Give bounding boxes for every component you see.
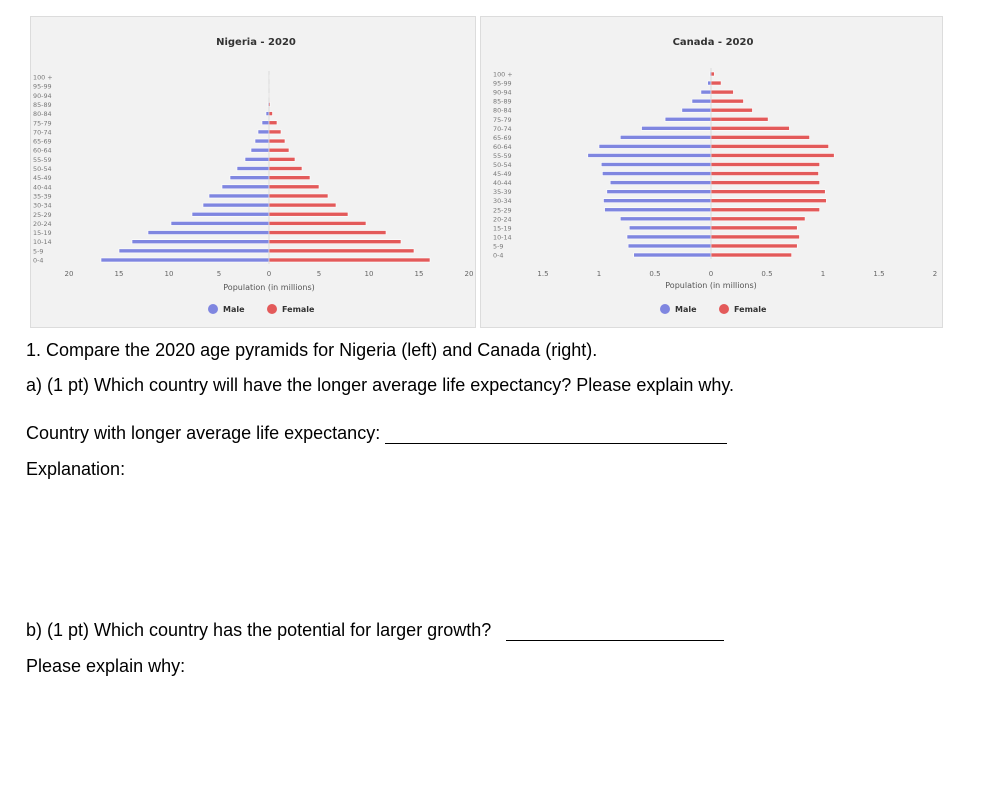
nigeria-x-tick-label: 10 <box>364 270 374 278</box>
canada-female-bar <box>711 117 768 121</box>
canada-female-bar <box>711 108 752 112</box>
canada-female-bar <box>711 81 721 85</box>
nigeria-female-bar <box>269 176 310 180</box>
canada-age-label: 10-14 <box>493 233 512 242</box>
canada-female-bar <box>711 217 805 221</box>
nigeria-age-label: 100 + <box>33 73 53 82</box>
nigeria-age-label: 75-79 <box>33 119 52 128</box>
canada-male-bar <box>605 208 711 212</box>
growth-answer-line[interactable] <box>506 622 724 641</box>
nigeria-male-bar <box>209 194 269 198</box>
canada-age-label: 5-9 <box>493 242 504 251</box>
canada-pyramid-chart <box>480 16 943 328</box>
nigeria-age-label: 5-9 <box>33 247 44 256</box>
question-b: b) (1 pt) Which country has the potential for larger growth? <box>26 620 492 640</box>
nigeria-x-tick-label: 5 <box>216 270 222 278</box>
canada-x-tick-label: 2 <box>932 270 938 278</box>
nigeria-age-label: 95-99 <box>33 82 52 91</box>
canada-female-bar <box>711 144 829 148</box>
nigeria-x-tick-label: 20 <box>464 270 474 278</box>
canada-male-bar <box>665 117 711 121</box>
nigeria-male-bar <box>148 231 269 235</box>
canada-male-bar <box>588 153 711 157</box>
canada-male-bar <box>701 90 711 94</box>
canada-legend-male-marker <box>660 304 670 314</box>
nigeria-chart-svg <box>31 17 477 329</box>
nigeria-male-bar <box>245 157 269 161</box>
nigeria-male-bar <box>222 185 269 189</box>
nigeria-female-bar <box>269 194 328 198</box>
nigeria-age-label: 90-94 <box>33 91 52 100</box>
canada-male-bar <box>620 135 711 139</box>
canada-age-label: 40-44 <box>493 179 512 188</box>
canada-x-axis-label: Population (in millions) <box>665 281 757 290</box>
explanation-label: Explanation: <box>26 459 126 479</box>
canada-x-tick-label: 1 <box>596 270 602 278</box>
canada-female-bar <box>711 172 819 176</box>
canada-female-bar <box>711 190 825 194</box>
canada-x-tick-label: 1.5 <box>537 270 549 278</box>
canada-x-tick-label: 1 <box>820 270 826 278</box>
nigeria-male-bar <box>237 167 269 171</box>
canada-x-tick-label: 0.5 <box>649 270 661 278</box>
canada-age-label: 70-74 <box>493 124 512 133</box>
nigeria-female-bar <box>269 249 414 253</box>
canada-female-bar <box>711 163 820 167</box>
canada-female-bar <box>711 135 810 139</box>
canada-x-tick-label: 0 <box>708 270 714 278</box>
canada-male-bar <box>607 190 711 194</box>
nigeria-x-axis-label: Population (in millions) <box>223 283 315 292</box>
nigeria-age-label: 25-29 <box>33 210 52 219</box>
nigeria-male-bar <box>192 212 269 216</box>
canada-male-bar <box>601 163 711 167</box>
nigeria-male-bar <box>262 121 269 125</box>
canada-age-label: 15-19 <box>493 224 512 233</box>
canada-chart-title: Canada - 2020 <box>672 37 754 48</box>
canada-x-tick-label: 0.5 <box>761 270 773 278</box>
question-1-intro: 1. Compare the 2020 age pyramids for Nigeria (left) and Canada (right). <box>26 340 598 360</box>
canada-age-label: 20-24 <box>493 215 512 224</box>
nigeria-legend-male-marker <box>208 304 218 314</box>
nigeria-legend-male-label: Male <box>223 305 245 314</box>
nigeria-female-bar <box>269 240 401 244</box>
canada-age-label: 95-99 <box>493 79 512 88</box>
canada-age-label: 35-39 <box>493 188 512 197</box>
canada-male-bar <box>629 226 711 230</box>
canada-female-bar <box>711 181 820 185</box>
canada-male-bar <box>627 235 711 239</box>
nigeria-female-bar <box>269 212 348 216</box>
canada-male-bar <box>692 99 711 103</box>
canada-male-bar <box>628 244 711 248</box>
nigeria-male-bar <box>266 112 269 116</box>
canada-female-bar <box>711 99 743 103</box>
nigeria-male-bar <box>255 139 269 143</box>
canada-female-bar <box>711 208 820 212</box>
nigeria-age-label: 0-4 <box>33 256 44 265</box>
canada-legend-female-marker <box>719 304 729 314</box>
canada-female-bar <box>711 153 834 157</box>
nigeria-age-label: 50-54 <box>33 165 52 173</box>
canada-male-bar <box>634 253 711 257</box>
nigeria-x-tick-label: 20 <box>64 270 74 278</box>
nigeria-age-label: 60-64 <box>33 146 52 155</box>
canada-male-bar <box>682 108 711 112</box>
nigeria-x-tick-label: 15 <box>114 270 124 278</box>
canada-male-bar <box>642 126 711 130</box>
canada-age-label: 30-34 <box>493 197 512 206</box>
canada-female-bar <box>711 235 799 239</box>
canada-male-bar <box>708 81 711 85</box>
canada-age-label: 90-94 <box>493 88 512 97</box>
nigeria-female-bar <box>269 130 281 134</box>
nigeria-age-label: 30-34 <box>33 201 52 210</box>
canada-age-label: 60-64 <box>493 142 512 151</box>
nigeria-male-bar <box>203 203 269 207</box>
canada-age-label: 0-4 <box>493 251 504 260</box>
canada-age-label: 65-69 <box>493 133 512 142</box>
canada-legend-female-label: Female <box>734 305 767 314</box>
country-answer-line[interactable] <box>385 425 727 444</box>
nigeria-female-bar <box>269 121 277 125</box>
nigeria-legend-female-marker <box>267 304 277 314</box>
nigeria-age-label: 35-39 <box>33 192 52 201</box>
nigeria-male-bar <box>132 240 269 244</box>
nigeria-age-label: 65-69 <box>33 137 52 146</box>
country-answer-label: Country with longer average life expectancy: <box>26 423 381 443</box>
nigeria-female-bar <box>269 139 285 143</box>
nigeria-age-label: 80-84 <box>33 110 52 119</box>
canada-age-label: 80-84 <box>493 106 512 115</box>
nigeria-female-bar <box>269 112 273 116</box>
nigeria-female-bar <box>269 258 430 262</box>
nigeria-age-label: 70-74 <box>33 128 52 137</box>
explain-why-label: Please explain why: <box>26 656 186 676</box>
canada-age-label: 75-79 <box>493 115 512 124</box>
nigeria-female-bar <box>269 231 386 235</box>
nigeria-x-tick-label: 0 <box>266 270 272 278</box>
nigeria-chart-title: Nigeria - 2020 <box>216 37 296 48</box>
canada-female-bar <box>711 253 792 257</box>
nigeria-female-bar <box>269 157 295 161</box>
canada-female-bar <box>711 244 797 248</box>
canada-age-label: 25-29 <box>493 206 512 215</box>
nigeria-age-label: 45-49 <box>33 174 52 183</box>
nigeria-x-tick-label: 5 <box>316 270 322 278</box>
nigeria-male-bar <box>230 176 269 180</box>
nigeria-male-bar <box>258 130 269 134</box>
nigeria-age-label: 85-89 <box>33 100 52 109</box>
canada-male-bar <box>599 144 711 148</box>
nigeria-female-bar <box>269 148 289 152</box>
country-answer-row <box>26 423 727 444</box>
canada-age-label: 55-59 <box>493 151 512 160</box>
nigeria-x-tick-label: 10 <box>164 270 174 278</box>
canada-female-bar <box>711 199 826 203</box>
nigeria-male-bar <box>171 221 269 225</box>
canada-male-bar <box>610 181 711 185</box>
nigeria-age-label: 20-24 <box>33 219 52 228</box>
nigeria-male-bar <box>101 258 269 262</box>
canada-male-bar <box>602 172 711 176</box>
question-b-row <box>26 620 724 641</box>
canada-female-bar <box>711 72 714 76</box>
nigeria-male-bar <box>251 148 269 152</box>
nigeria-age-label: 55-59 <box>33 155 52 164</box>
nigeria-female-bar <box>269 221 366 225</box>
canada-age-label: 45-49 <box>493 170 512 179</box>
canada-age-label: 50-54 <box>493 161 512 169</box>
question-a: a) (1 pt) Which country will have the longer average life expectancy? Please explain why. <box>26 375 735 395</box>
canada-legend-male-label: Male <box>675 305 697 314</box>
nigeria-age-label: 10-14 <box>33 238 52 247</box>
canada-female-bar <box>711 90 733 94</box>
nigeria-male-bar <box>119 249 269 253</box>
canada-age-label: 100 + <box>493 70 513 79</box>
nigeria-pyramid-chart <box>30 16 476 328</box>
canada-male-bar <box>603 199 711 203</box>
nigeria-female-bar <box>269 185 319 189</box>
nigeria-x-tick-label: 15 <box>414 270 424 278</box>
nigeria-age-label: 40-44 <box>33 183 52 192</box>
nigeria-female-bar <box>269 167 302 171</box>
nigeria-age-label: 15-19 <box>33 229 52 238</box>
canada-female-bar <box>711 126 789 130</box>
canada-age-label: 85-89 <box>493 97 512 106</box>
canada-x-tick-label: 1.5 <box>873 270 885 278</box>
canada-female-bar <box>711 226 797 230</box>
canada-chart-svg <box>481 17 944 329</box>
nigeria-legend-female-label: Female <box>282 305 315 314</box>
nigeria-female-bar <box>269 203 336 207</box>
canada-male-bar <box>620 217 711 221</box>
